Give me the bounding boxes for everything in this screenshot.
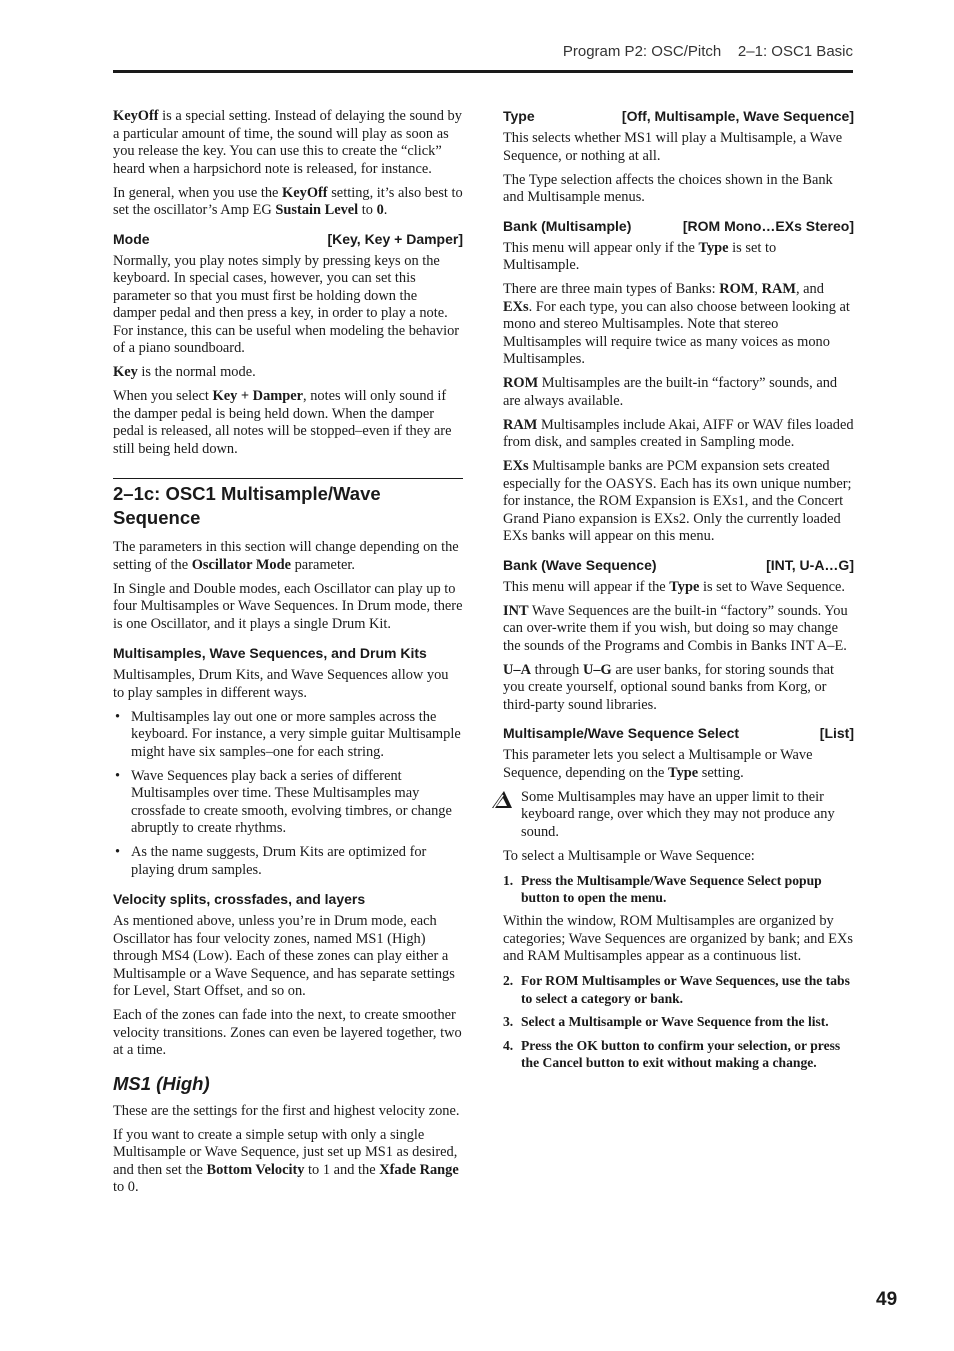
- term-type: Type: [669, 578, 700, 595]
- text: to 1 and the: [304, 1161, 380, 1178]
- bank-ws-paragraph-2: [503, 603, 854, 656]
- term-key-damper: Key + Damper: [212, 388, 304, 404]
- step-list-2: [503, 972, 854, 1072]
- param-multisample-select: [503, 725, 854, 742]
- note-text: Some Multisamples may have an upper limit to their keyboard range, over which they may not produce any sound.: [521, 788, 835, 840]
- select-paragraph-3: Within the window, ROM Multisamples are organized by categories; Wave Sequences are organized by bank; and EXs and RAM Multisamples appear as a continuous list.: [503, 913, 853, 964]
- term-zero: 0: [376, 202, 384, 218]
- section-paragraph-1: [113, 539, 463, 574]
- term-xfade-range: Xfade Range: [379, 1161, 459, 1178]
- right-column: [503, 108, 854, 1078]
- term-type: Type: [698, 239, 729, 256]
- term-int: INT: [503, 602, 529, 619]
- param-name: Bank (Multisample): [503, 217, 632, 234]
- mode-paragraph-1: Normally, you play notes simply by pressing keys on the keyboard. In special cases, however, you can set this parameter so that you must first be holding down the damper pedal and then press a key, in order to play a note. For instance, this can be useful when modeling the behavior of a piano soundboard.: [113, 252, 460, 356]
- step-text: Select a Multisample or Wave Sequence from the list.: [521, 1014, 829, 1029]
- step-item: [503, 872, 854, 907]
- multi-paragraph: Multisamples, Drum Kits, and Wave Sequences allow you to play samples in different ways.: [113, 667, 449, 701]
- param-bank-multisample: [503, 218, 854, 235]
- step-number: 4.: [503, 1037, 514, 1053]
- text: is a special setting. Instead of delaying the sound by a particular amount of time, the sound will play as soon as you release the key. You can use this to create the “click” heard when a harpsichord note is released, for instance.: [113, 108, 462, 177]
- term-ram: RAM: [503, 416, 538, 433]
- section-paragraph-2: In Single and Double modes, each Oscillator can play up to four Multisamples or Wave Sequences. In Drum mode, there is one Oscillator, and it plays a single Drum Kit.: [113, 580, 463, 632]
- step-item: [503, 1013, 854, 1031]
- param-mode: [113, 231, 463, 248]
- term-keyoff: KeyOff: [113, 108, 159, 124]
- step-text: Press the Multisample/Wave Sequence Select popup button to open the menu.: [521, 872, 822, 905]
- step-number: 3.: [503, 1014, 514, 1029]
- mode-paragraph-2: [113, 364, 463, 382]
- term-keyoff: KeyOff: [282, 184, 328, 201]
- left-column: [113, 108, 463, 1203]
- multi-bullet-list: [113, 709, 463, 880]
- section-title: 2–1c: OSC1 Multisample/Wave Sequence: [113, 478, 463, 530]
- keyoff-paragraph: [113, 108, 463, 178]
- select-paragraph-1: [503, 747, 854, 782]
- velocity-paragraph-1: As mentioned above, unless you’re in Drum mode, each Oscillator has four velocity zones, named MS1 (High) through MS4 (Low). Each of these zones can play either a Multisample or a Wave Sequence, and has separate settings for Level, Start Offset, and so on.: [113, 913, 455, 999]
- subhead-multisamples: Multisamples, Wave Sequences, and Drum Kits: [113, 645, 427, 661]
- term-bottom-velocity: Bottom Velocity: [206, 1161, 305, 1178]
- general-paragraph: [113, 185, 463, 220]
- term-ram: RAM: [761, 281, 796, 297]
- text: to 0.: [113, 1179, 139, 1195]
- bullet-item: • As the name suggests, Drum Kits are optimized for playing drum samples.: [113, 844, 463, 879]
- text: In general, when you use the: [113, 184, 283, 201]
- param-name: Multisample/Wave Sequence Select: [503, 725, 740, 741]
- param-range: [List]: [819, 725, 854, 741]
- step-number: 1.: [503, 872, 514, 888]
- text: setting.: [698, 764, 744, 781]
- caution-icon: [491, 789, 513, 809]
- type-paragraph-2: The Type selection affects the choices shown in the Bank and Multisample menus.: [503, 171, 833, 205]
- step-item: [503, 972, 854, 1007]
- term-u-g: U–G: [582, 661, 612, 678]
- text: ,: [754, 281, 762, 297]
- term-key: Key: [113, 364, 138, 380]
- text: There are three main types of Banks:: [503, 281, 720, 297]
- text: is the normal mode.: [137, 364, 256, 380]
- ms1-paragraph-1: These are the settings for the first and highest velocity zone.: [113, 1102, 460, 1119]
- text: Multisample banks are PCM expansion sets created especially for the OASYS. Each has its own unique number; for instance, the ROM Expansion is EXs1, and the Concert Grand Piano expansion is EXs2. Only the currently loaded EXs banks will appear on this menu.: [503, 458, 852, 544]
- text: is set to Wave Sequence.: [699, 578, 846, 595]
- text: through: [530, 661, 583, 678]
- param-name: Bank (Wave Sequence): [503, 556, 657, 573]
- bullet-item: • Multisamples lay out one or more samples across the keyboard. For instance, a very simple guitar Multisample might have six samples–one for each string.: [113, 709, 463, 762]
- caution-note: [503, 789, 854, 842]
- text: This menu will appear only if the: [503, 239, 699, 256]
- bank-ws-paragraph-3: [503, 662, 854, 715]
- text: This parameter lets you select a Multisample or Wave Sequence, depending on the: [503, 747, 813, 781]
- text: Multisamples include Akai, AIFF or WAV files loaded from disk, and samples created in Sampling mode.: [503, 416, 854, 450]
- text: , notes will only sound if the damper pedal is being held down. When the damper pedal is released, all notes will be stopped–even if they are still being held down.: [113, 388, 452, 457]
- param-range: [ROM Mono…EXs Stereo]: [682, 217, 854, 234]
- text: parameter.: [291, 556, 355, 573]
- text: setting, it’s also best to set the oscillator’s Amp EG: [113, 184, 463, 218]
- subhead-velocity: Velocity splits, crossfades, and layers: [113, 891, 366, 907]
- text: to: [358, 202, 377, 218]
- bank-ms-paragraph-5: [503, 458, 854, 546]
- page-header: [113, 40, 853, 73]
- text: , and: [795, 281, 824, 297]
- text: Multisamples are the built-in “factory” sounds, and are always available.: [503, 375, 838, 409]
- step-text: For ROM Multisamples or Wave Sequences, use the tabs to select a category or bank.: [521, 973, 850, 1006]
- type-paragraph-1: This selects whether MS1 will play a Multisample, a Wave Sequence, or nothing at all.: [503, 130, 843, 164]
- term-oscillator-mode: Oscillator Mode: [191, 556, 291, 573]
- text: .: [383, 202, 388, 218]
- term-exs: EXs: [503, 458, 529, 474]
- text: . For each type, you can also choose between looking at mono and stereo Multisamples. Note that stereo Multisamples will require twice as many voices as mono Multisamples.: [503, 298, 850, 367]
- term-u-a: U–A: [503, 661, 531, 678]
- term-rom: ROM: [503, 375, 539, 391]
- header-title: Program P2: OSC/Pitch 2–1: OSC1 Basic: [562, 43, 853, 60]
- velocity-paragraph-2: Each of the zones can fade into the next, to create smoother velocity transitions. Zones can even be layered together, two at a time.: [113, 1007, 462, 1058]
- text: When you select: [113, 388, 213, 404]
- param-range: [INT, U-A…G]: [766, 556, 854, 573]
- term-rom: ROM: [719, 281, 755, 297]
- step-text: Press the OK button to confirm your selection, or press the Cancel button to exit without making a change.: [521, 1037, 841, 1070]
- step-number: 2.: [503, 973, 514, 988]
- ms1-heading: MS1 (High): [113, 1072, 210, 1094]
- text: Wave Sequences are the built-in “factory” sounds. You can over-write them if you wish, but doing so may change the sounds of the Programs and Combis in Banks INT A–E.: [503, 602, 848, 654]
- bank-ms-paragraph-1: [503, 240, 854, 275]
- step-list-1: [503, 872, 854, 907]
- param-bank-wave-sequence: [503, 557, 854, 574]
- text: are user banks, for storing sounds that you create yourself, optional sound banks from Korg, or third-party sound libraries.: [503, 661, 834, 713]
- bank-ws-paragraph-1: [503, 579, 854, 597]
- text: This menu will appear if the: [503, 578, 670, 595]
- step-item: [503, 1037, 854, 1072]
- param-type: [503, 108, 854, 125]
- select-paragraph-2: To select a Multisample or Wave Sequence:: [503, 847, 755, 864]
- term-sustain-level: Sustain Level: [275, 202, 359, 218]
- mode-paragraph-3: [113, 388, 463, 458]
- bank-ms-paragraph-2: [503, 281, 854, 369]
- text: is set to Multisample.: [503, 239, 777, 273]
- page-number: 49: [876, 1289, 898, 1310]
- term-exs: EXs: [503, 298, 529, 315]
- param-name: Mode: [113, 230, 150, 247]
- bank-ms-paragraph-3: [503, 375, 854, 410]
- text: If you want to create a simple setup with only a single Multisample or Wave Sequence, just set up MS1 as desired, and then set the: [113, 1126, 458, 1178]
- param-range: [Off, Multisample, Wave Sequence]: [621, 108, 854, 124]
- term-type: Type: [668, 764, 699, 781]
- param-range: [Key, Key + Damper]: [327, 230, 463, 247]
- param-name: Type: [503, 108, 535, 124]
- bullet-item: • Wave Sequences play back a series of different Multisamples over time. These Multisamples may crossfade to create smooth, evolving timbres, or change abruptly to create rhythms.: [113, 768, 463, 838]
- bank-ms-paragraph-4: [503, 417, 854, 452]
- ms1-paragraph-2: [113, 1127, 463, 1197]
- text: The parameters in this section will change depending on the setting of the: [113, 539, 459, 573]
